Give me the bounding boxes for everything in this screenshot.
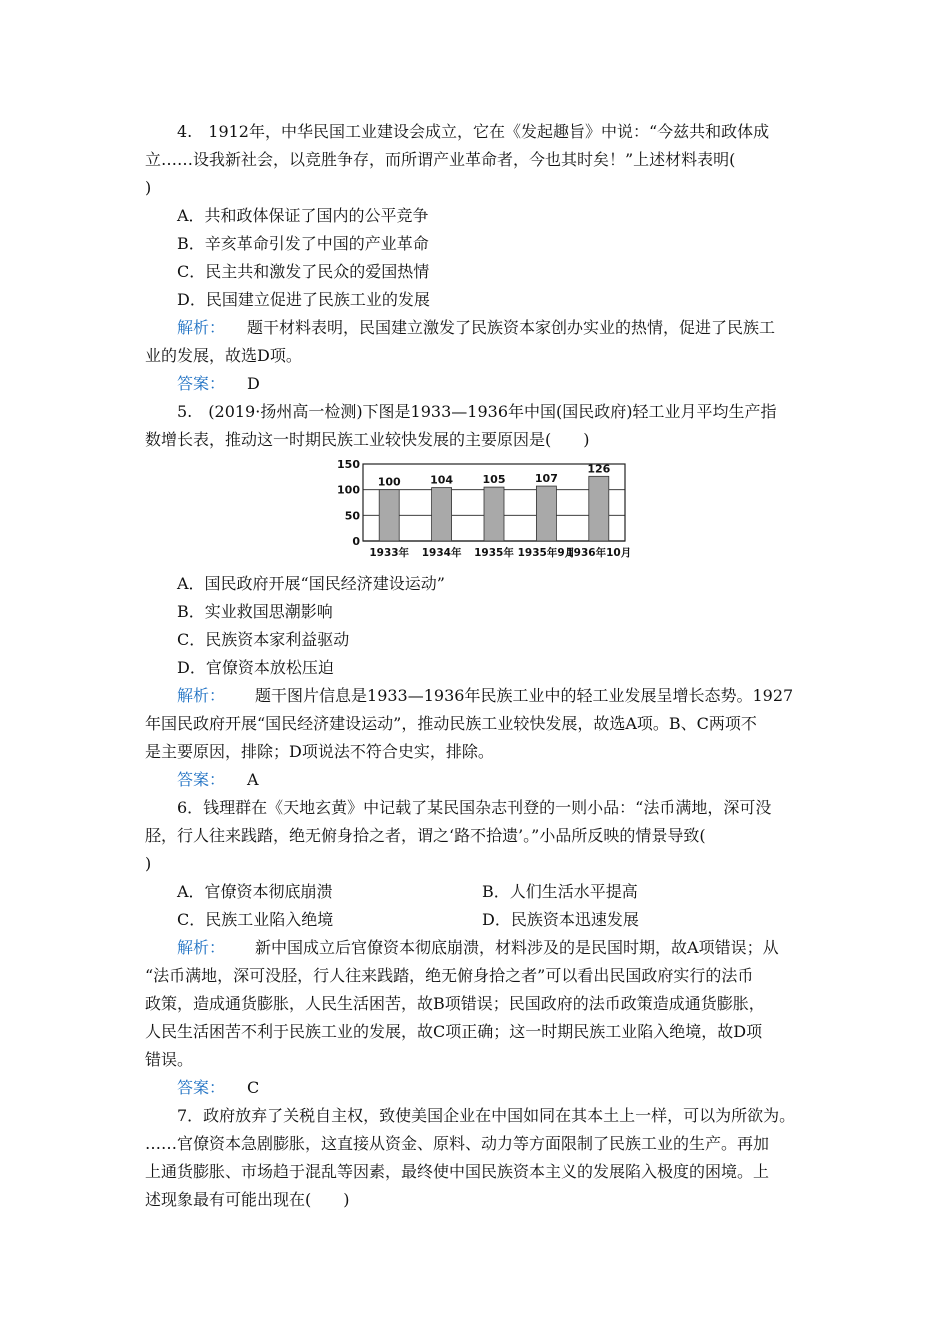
q6-option-c: C．民族工业陷入绝境	[177, 910, 334, 929]
q5-analysis-line-2: 年国民政府开展“国民经济建设运动”，推动民族工业较快发展，故选A项。B、C两项不	[145, 714, 757, 733]
q6-analysis-line-3: 政策，造成通货膨胀，人民生活困苦，故B项错误；民国政府的法币政策造成通货膨胀，	[145, 994, 765, 1013]
q6-answer-value: C	[247, 1078, 260, 1097]
q5-analysis-line-1	[145, 682, 847, 710]
q5-option-c: C．民族资本家利益驱动	[177, 630, 350, 649]
q7-stem-line-1: 7．政府放弃了关税自主权，致使美国企业在中国如同在其本土上一样，可以为所欲为。	[177, 1106, 796, 1125]
q6-stem-line-2: 胫，行人往来践踏，绝无俯身拾之者，谓之‘路不拾遗’。”小品所反映的情景导致(	[145, 826, 706, 845]
y-tick-label: 50	[344, 509, 360, 523]
y-tick-label: 100	[337, 483, 360, 497]
q4-answer	[145, 370, 847, 398]
bar-value-label: 105	[482, 473, 506, 487]
q5-analysis-label: 解析：	[177, 686, 226, 705]
q6-stem-line-1: 6．钱理群在《天地玄黄》中记载了某民国杂志刊登的一则小品：“法币满地，深可没	[177, 798, 772, 817]
q5-bar-chart	[335, 460, 635, 564]
q6-option-d: D．民族资本迅速发展	[482, 910, 639, 929]
q5-option-d: D．官僚资本放松压迫	[177, 658, 334, 677]
bar-value-label: 107	[534, 472, 558, 486]
bar-value-label: 126	[587, 462, 611, 476]
q5-option-a: A．国民政府开展“国民经济建设运动”	[177, 574, 445, 593]
bar	[536, 486, 556, 541]
q7-stem-line-2: ……官僚资本急剧膨胀，这直接从资金、原料、动力等方面限制了民族工业的生产。再加	[145, 1134, 770, 1153]
q6-stem-line-3: )	[145, 854, 152, 873]
q6-option-b: B．人们生活水平提高	[482, 882, 638, 901]
q6-analysis-label: 解析：	[177, 938, 226, 957]
q4-analysis-line-1	[145, 314, 847, 342]
q6-analysis-line-5: 错误。	[145, 1050, 194, 1069]
q6-analysis-line-1	[145, 934, 847, 962]
x-tick-label: 1934年	[421, 547, 462, 559]
q6-answer-label: 答案：	[177, 1078, 226, 1097]
q6-analysis-text: 新中国成立后官僚资本彻底崩溃，材料涉及的是民国时期，故A项错误；从	[255, 938, 779, 957]
bar-value-label: 104	[430, 473, 454, 487]
q4-option-c: C．民主共和激发了民众的爱国热情	[177, 262, 430, 281]
y-tick-label: 150	[337, 460, 360, 471]
q5-analysis-line-3: 是主要原因，排除；D项说法不符合史实，排除。	[145, 742, 494, 761]
q4-stem-line-1: 4. 1912年，中华民国工业建设会成立，它在《发起趣旨》中说：“今兹共和政体成	[177, 122, 770, 141]
q7-stem-line-4: 述现象最有可能出现在( )	[145, 1190, 350, 1209]
q4-stem-line-2: 立……设我新社会，以竞胜争存，而所谓产业革命者，今也其时矣！”上述材料表明(	[145, 150, 736, 169]
bar	[432, 488, 452, 541]
q4-analysis-line-2: 业的发展，故选D项。	[145, 346, 302, 365]
bar	[379, 490, 399, 541]
q5-answer-value: A	[247, 770, 259, 789]
q7-stem-line-3: 上通货膨胀、市场趋于混乱等因素，最终使中国民族资本主义的发展陷入极度的困境。上	[145, 1162, 770, 1181]
q4-option-a: A．共和政体保证了国内的公平竞争	[177, 206, 429, 225]
x-tick-label: 1933年	[369, 547, 410, 559]
q4-answer-value: D	[247, 374, 260, 393]
bar	[484, 487, 504, 541]
q4-stem-line-3: )	[145, 178, 152, 197]
bar	[589, 476, 609, 541]
x-tick-label: 1935年	[474, 547, 514, 559]
q4-option-b: B．辛亥革命引发了中国的产业革命	[177, 234, 429, 253]
q5-stem-line-2: 数增长表，推动这一时期民族工业较快发展的主要原因是( )	[145, 430, 590, 449]
q4-option-d: D．民国建立促进了民族工业的发展	[177, 290, 430, 309]
x-tick-label: 1935年9月	[517, 547, 576, 559]
q5-answer	[145, 766, 847, 794]
x-tick-label: 1936年10月	[566, 547, 632, 559]
q5-option-b: B．实业救国思潮影响	[177, 602, 333, 621]
q4-answer-label: 答案：	[177, 374, 226, 393]
q6-analysis-line-2: “法币满地，深可没胫，行人往来践踏，绝无俯身拾之者”可以看出民国政府实行的法币	[145, 966, 754, 985]
q6-analysis-line-4: 人民生活困苦不利于民族工业的发展，故C项正确；这一时期民族工业陷入绝境，故D项	[145, 1022, 763, 1041]
q4-analysis-text: 题干材料表明，民国建立激发了民族资本家创办实业的热情，促进了民族工	[247, 318, 776, 337]
q6-answer	[145, 1074, 847, 1102]
q5-analysis-text: 题干图片信息是1933—1936年民族工业中的轻工业发展呈增长态势。1927	[255, 686, 794, 705]
y-tick-label: 0	[352, 535, 360, 548]
q5-stem-line-1: 5. (2019·扬州高一检测)下图是1933—1936年中国(国民政府)轻工业月平均生产指	[177, 402, 777, 421]
q4-analysis-label: 解析：	[177, 318, 226, 337]
bar-value-label: 100	[377, 475, 401, 489]
q6-option-a: A．官僚资本彻底崩溃	[177, 882, 333, 901]
q5-answer-label: 答案：	[177, 770, 226, 789]
